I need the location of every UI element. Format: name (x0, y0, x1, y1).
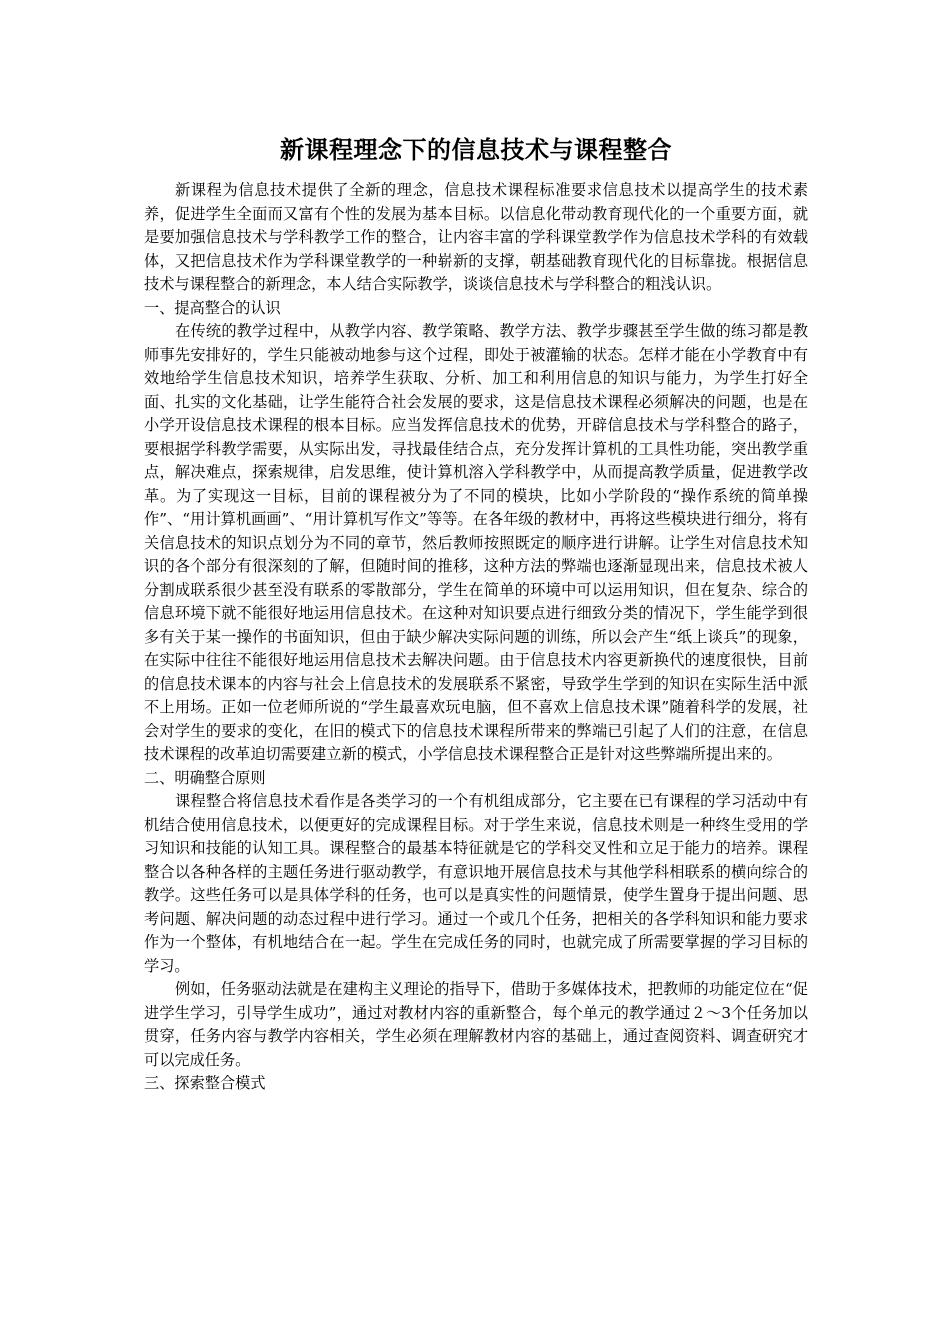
body-paragraph: 在传统的教学过程中，从教学内容、教学策略、教学方法、教学步骤甚至学生做的练习都是教师事先安排好的，学生只能被动地参与这个过程，即处于被灌输的状态。怎样才能在小学教育中有效地给学生信息技术知识，培养学生获取、分析、加工和利用信息的知识与能力，为学生打好全面、扎实的文化基础，让学生能符合社会发展的要求，这是信息技术课程必须解决的问题，也是在小学开设信息技术课程的根本目标。应当发挥信息技术的优势，开辟信息技术与学科整合的路子，要根据学科教学需要，从实际出发，寻找最佳结合点，充分发挥计算机的工具性功能，突出教学重点，解决难点，探索规律，启发思维，使计算机溶入学科教学中，从而提高教学质量，促进教学改革。为了实现这一目标，目前的课程被分为了不同的模块，比如小学阶段的“操作系统的简单操作”、“用计算机画画”、“用计算机写作文”等等。在各年级的教材中，再将这些模块进行细分，将有关信息技术的知识点划分为不同的章节，然后教师按照既定的顺序进行讲解。让学生对信息技术知识的各个部分有很深刻的了解，但随时间的推移，这种方法的弊端也逐渐显现出来，信息技术被人分割成联系很少甚至没有联系的零散部分，学生在简单的环境中可以运用知识，但在复杂、综合的信息环境下就不能很好地运用信息技术。在这种对知识要点进行细致分类的情况下，学生能学到很多有关于某一操作的书面知识，但由于缺少解决实际问题的训练，所以会产生“纸上谈兵”的现象，在实际中往往不能很好地运用信息技术去解决问题。由于信息技术内容更新换代的速度很快，目前的信息技术课本的内容与社会上信息技术的发展联系不紧密，导致学生学到的知识在实际生活中派不上用场。正如一位老师所说的“学生最喜欢玩电脑，但不喜欢上信息技术课”随着科学的发展，社会对学生的要求的变化，在旧的模式下的信息技术课程所带来的弊端已引起了人们的注意，在信息技术课程的改革迫切需要建立新的模式，小学信息技术课程整合正是针对这些弊端所提出来的。 (144, 322, 808, 763)
section-2 (144, 767, 808, 1073)
intro-paragraph: 新课程为信息技术提供了全新的理念，信息技术课程标准要求信息技术以提高学生的技术素养，促进学生全面而又富有个性的发展为基本目标。以信息化带动教育现代化的一个重要方面，就是要加强信息技术与学科教学工作的整合，让内容丰富的学科课堂教学作为信息技术学科的有效载体，又把信息技术作为学科课堂教学的一种崭新的支撑，朝基础教育现代化的目标靠拢。根据信息技术与课程整合的新理念，本人结合实际教学，谈谈信息技术与学科整合的粗浅认识。 (144, 181, 808, 293)
body-paragraph: 课程整合将信息技术看作是各类学习的一个有机组成部分，它主要在已有课程的学习活动中有机结合使用信息技术，以便更好的完成课程目标。对于学生来说，信息技术则是一种终生受用的学习知识和技能的认知工具。课程整合的最基本特征就是它的学科交叉性和立足于能力的培养。课程整合以各种各样的主题任务进行驱动教学，有意识地开展信息技术与其他学科相联系的横向综合的教学。这些任务可以是具体学科的任务，也可以是真实性的问题情景，使学生置身于提出问题、思考问题、解决问题的动态过程中进行学习。通过一个或几个任务，把相关的各学科知识和能力要求作为一个整体，有机地结合在一起。学生在完成任务的同时，也就完成了所需要掌握的学习目标的学习。 (144, 792, 808, 975)
section-heading: 一、提高整合的认识 (144, 298, 281, 317)
body-paragraph: 例如，任务驱动法就是在建构主义理论的指导下，借助于多媒体技术，把教师的功能定位在“促进学生学习，引导学生成功”，通过对教材内容的重新整合，每个单元的教学通过２～3个任务加以贯穿，任务内容与教学内容相关，学生必须在理解教材内容的基础上，通过查阅资料、调查研究才可以完成任务。 (144, 980, 808, 1069)
document-body (144, 133, 808, 1096)
document-title: 新课程理念下的信息技术与课程整合 (280, 135, 672, 164)
section-heading: 三、探索整合模式 (144, 1074, 266, 1092)
section-heading: 二、明确整合原则 (144, 768, 266, 787)
section-1 (144, 297, 808, 767)
section-3 (144, 1072, 808, 1096)
